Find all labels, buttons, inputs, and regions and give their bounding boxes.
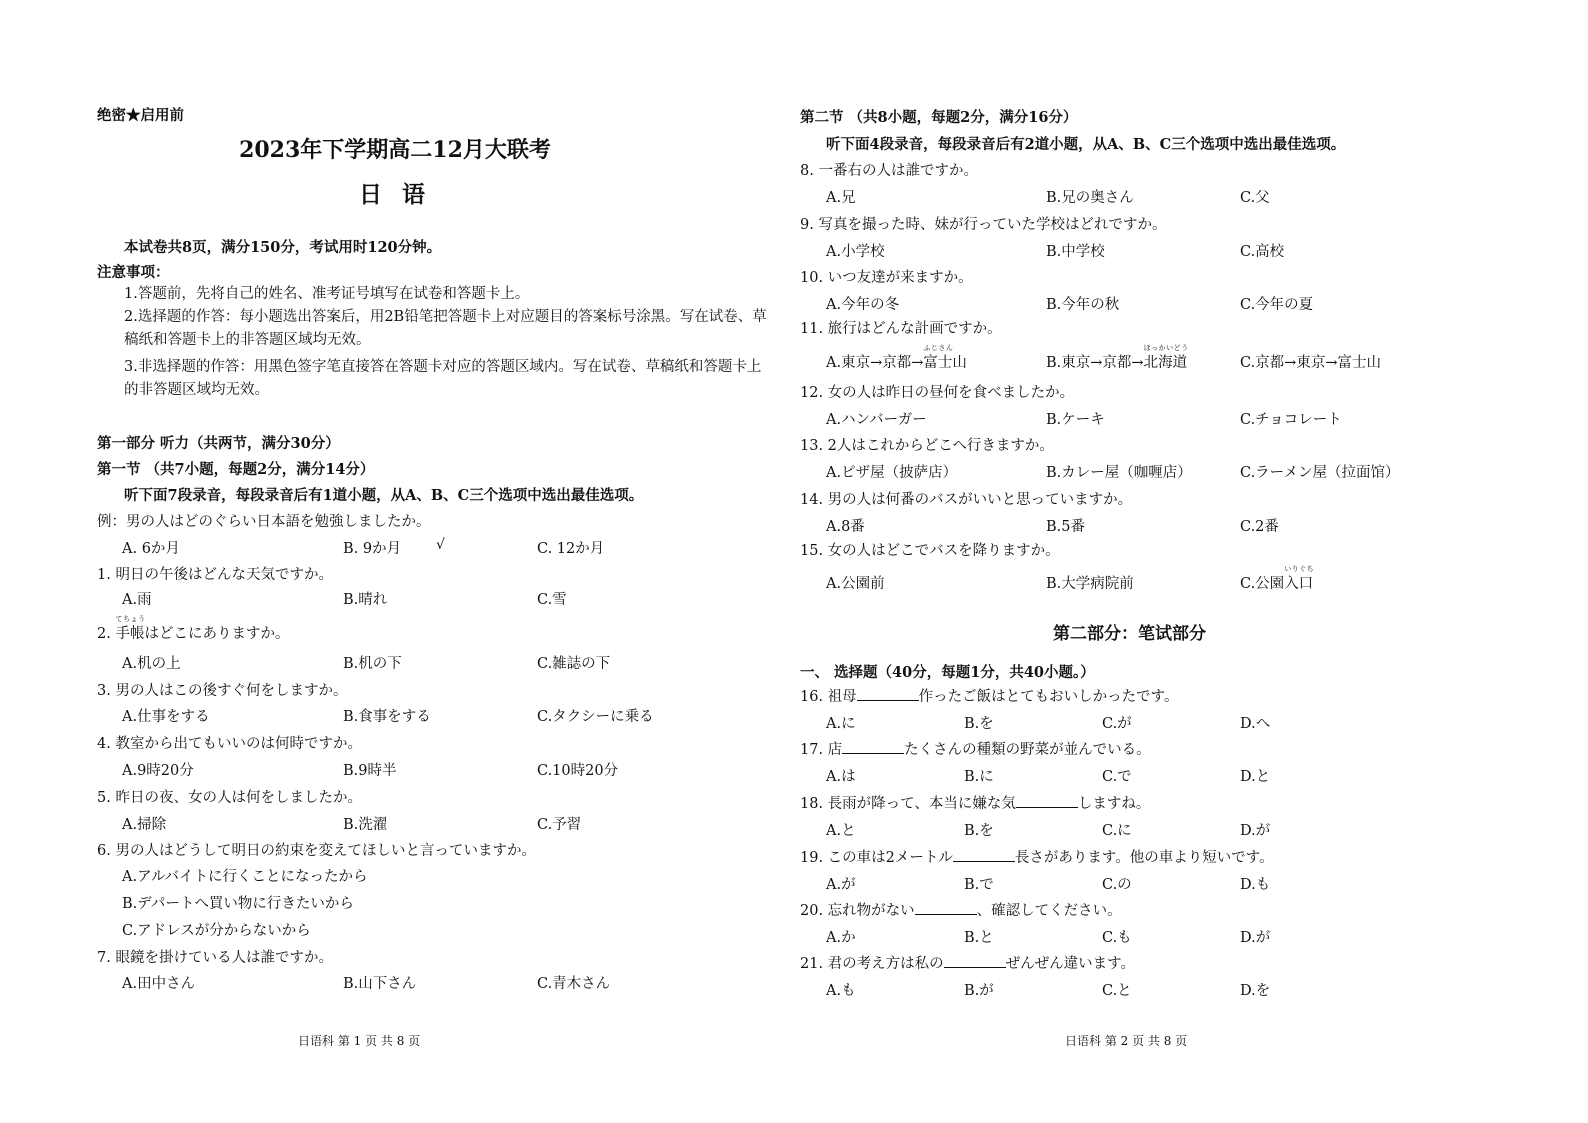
notice-2: 2.选择题的作答：每小题选出答案后，用2B铅笔把答题卡上对应题目的答案标号涂黑。写在试卷、草稿纸和答题卡上的非答题区域均无效。	[124, 309, 767, 348]
page-footer-2: 日语科 第 2 页 共 8 页	[1065, 1034, 1188, 1048]
q7-option-a: A.田中さん	[122, 976, 196, 992]
q2-option-c: C.雑誌の下	[537, 656, 611, 672]
q11-b-ruby: ほっかいどう	[1143, 344, 1189, 352]
section2-title: 第二节 （共8小题，每题2分，满分16分）	[800, 109, 1078, 126]
q21-pre: 21. 君の考え方は私の	[800, 956, 944, 972]
q19-option-a: A.が	[826, 877, 856, 893]
q12-option-c: C.チョコレート	[1240, 412, 1342, 428]
q1-option-b: B.晴れ	[343, 592, 388, 608]
q2-option-a: A.机の上	[122, 656, 181, 672]
q3-option-c: C.タクシーに乗る	[537, 709, 654, 725]
q10-option-b: B.今年の秋	[1046, 297, 1120, 313]
question-3: 3. 男の人はこの後すぐ何をしますか。	[97, 683, 348, 699]
q6-option-a: A.アルバイトに行くことになったから	[122, 869, 368, 885]
q19-post: 長さがあります。他の車より短いです。	[1014, 850, 1274, 866]
q1-option-c: C.雪	[537, 592, 567, 608]
q15-c-ruby: いりぐち	[1284, 565, 1315, 573]
confidential-mark: 绝密★启用前	[97, 107, 184, 124]
q17-blank	[842, 739, 904, 754]
q14-option-a: A.8番	[826, 519, 865, 535]
q18-option-d: D.が	[1240, 823, 1271, 839]
q16-option-d: D.へ	[1240, 716, 1271, 732]
q16-blank	[857, 686, 919, 701]
q19-option-c: C.の	[1102, 877, 1132, 893]
part2-title: 第二部分：笔试部分	[1053, 624, 1206, 644]
q9-option-a: A.小学校	[826, 244, 885, 260]
q21-option-d: D.を	[1240, 983, 1271, 999]
q11-a-ruby: ふじさん	[923, 344, 954, 352]
exam-title: 2023年下学期高二12月大联考	[239, 137, 551, 163]
question-9: 9. 写真を撮った時、妹が行っていた学校はどれですか。	[800, 217, 1167, 233]
q21-option-b: B.が	[964, 983, 994, 999]
q7-option-c: C.青木さん	[537, 976, 611, 992]
question-2	[97, 615, 290, 643]
q16-pre: 16. 祖母	[800, 689, 857, 705]
q16-option-a: A.に	[826, 716, 856, 732]
q19-blank	[953, 847, 1015, 862]
q11-a-ruby-word	[923, 344, 967, 372]
exam-subject: 日 语	[358, 181, 431, 208]
q4-option-c: C.10時20分	[537, 763, 619, 779]
section1-title: 第一节 （共7小题，每题2分，满分14分）	[97, 461, 375, 478]
example-option-b: B. 9か月	[343, 541, 402, 557]
part1-title: 第一部分 听力（共两节，满分30分）	[97, 435, 340, 452]
q2-ruby: てちょう	[115, 615, 146, 623]
q8-option-b: B.兄の奥さん	[1046, 190, 1134, 206]
q21-option-a: A.も	[826, 983, 856, 999]
q10-option-c: C.今年の夏	[1240, 297, 1314, 313]
q11-option-c: C.京都→東京→富士山	[1240, 355, 1381, 371]
question-4: 4. 教室から出てもいいのは何時ですか。	[97, 736, 362, 752]
q16-post: 作ったご飯はとてもおいしかったです。	[918, 689, 1179, 705]
q15-option-c	[1240, 565, 1315, 593]
q20-option-b: B.と	[964, 930, 994, 946]
q5-option-a: A.掃除	[122, 817, 167, 833]
question-19	[800, 846, 1274, 867]
question-11: 11. 旅行はどんな計画ですか。	[800, 321, 1002, 337]
q21-option-c: C.と	[1102, 983, 1132, 999]
q3-option-a: A.仕事をする	[122, 709, 210, 725]
q17-option-d: D.と	[1240, 769, 1271, 785]
question-12: 12. 女の人は昨日の昼何を食べましたか。	[800, 385, 1075, 401]
q13-option-b: B.カレー屋（咖喱店）	[1046, 465, 1192, 481]
q14-option-c: C.2番	[1240, 519, 1279, 535]
q15-option-b: B.大学病院前	[1046, 576, 1134, 592]
q11-b-prefix: B.東京→京都→	[1046, 355, 1144, 371]
question-10: 10. いつ友達が来ますか。	[800, 270, 973, 286]
question-14: 14. 男の人は何番のバスがいいと思っていますか。	[800, 492, 1133, 508]
q21-post: ぜんぜん違います。	[1005, 956, 1136, 972]
q20-post: 、確認してください。	[976, 903, 1122, 919]
q15-c-prefix: C.公園	[1240, 576, 1285, 592]
question-20	[800, 899, 1122, 920]
question-18	[800, 792, 1150, 813]
q11-a-prefix: A.東京→京都→	[826, 355, 924, 371]
q13-option-a: A.ピザ屋（披萨店）	[826, 465, 958, 481]
check-mark-icon: √	[436, 537, 445, 553]
q11-a-base: 富士山	[923, 355, 967, 371]
q4-option-b: B.9時半	[343, 763, 397, 779]
page-footer-1: 日语科 第 1 页 共 8 页	[298, 1034, 421, 1048]
q15-c-base: 入口	[1284, 576, 1314, 592]
q17-post: たくさんの種類の野菜が並んでいる。	[904, 742, 1151, 758]
q8-option-a: A.兄	[826, 190, 856, 206]
q11-option-b	[1046, 344, 1189, 372]
example-option-c: C. 12か月	[537, 541, 605, 557]
q18-option-a: A.と	[826, 823, 856, 839]
example-question: 例：男の人はどのぐらい日本語を勉強しましたか。	[97, 514, 431, 530]
question-5: 5. 昨日の夜、女の人は何をしましたか。	[97, 790, 362, 806]
q6-option-b: B.デパートへ買い物に行きたいから	[122, 896, 354, 912]
q11-b-ruby-word	[1143, 344, 1189, 372]
q10-option-a: A.今年の冬	[826, 297, 900, 313]
q11-option-a	[826, 344, 967, 372]
q12-option-a: A.ハンバーガー	[826, 412, 927, 428]
q2-rest: はどこにありますか。	[144, 626, 290, 642]
section2-instruction: 听下面4段录音，每段录音后有2道小题，从A、B、C三个选项中选出最佳选项。	[826, 136, 1346, 153]
q21-blank	[944, 953, 1006, 968]
q2-ruby-word	[115, 615, 146, 643]
part2-section-title: 一、 选择题（40分，每题1分，共40小题。）	[800, 664, 1095, 681]
q16-option-b: B.を	[964, 716, 994, 732]
q9-option-b: B.中学校	[1046, 244, 1105, 260]
q8-option-c: C.父	[1240, 190, 1270, 206]
q3-option-b: B.食事をする	[343, 709, 431, 725]
q16-option-c: C.が	[1102, 716, 1132, 732]
q20-option-d: D.が	[1240, 930, 1271, 946]
q5-option-c: C.予習	[537, 817, 582, 833]
q17-option-c: C.で	[1102, 769, 1132, 785]
q4-option-a: A.9時20分	[122, 763, 194, 779]
q11-b-base: 北海道	[1143, 355, 1188, 371]
q13-option-c: C.ラーメン屋（拉面馆）	[1240, 465, 1400, 481]
notice-heading: 注意事项：	[97, 264, 170, 281]
q20-option-a: A.か	[826, 930, 856, 946]
q18-option-b: B.を	[964, 823, 994, 839]
question-16	[800, 685, 1179, 706]
notice-1: 1.答题前，先将自己的姓名、准考证号填写在试卷和答题卡上。	[124, 286, 530, 302]
question-7: 7. 眼鏡を掛けている人は誰ですか。	[97, 950, 333, 966]
question-15: 15. 女の人はどこでバスを降りますか。	[800, 543, 1060, 559]
exam-intro: 本试卷共8页，满分150分，考试用时120分钟。	[124, 239, 442, 256]
q12-option-b: B.ケーキ	[1046, 412, 1105, 428]
question-21	[800, 952, 1135, 973]
q2-option-b: B.机の下	[343, 656, 402, 672]
section1-instruction: 听下面7段录音，每段录音后有1道小题，从A、B、C三个选项中选出最佳选项。	[124, 487, 644, 504]
q18-pre: 18. 長雨が降って、本当に嫌な気	[800, 796, 1016, 812]
q19-option-d: D.も	[1240, 877, 1271, 893]
q17-option-b: B.に	[964, 769, 994, 785]
q17-option-a: A.は	[826, 769, 856, 785]
question-1: 1. 明日の午後はどんな天気ですか。	[97, 567, 333, 583]
q9-option-c: C.高校	[1240, 244, 1285, 260]
q20-pre: 20. 忘れ物がない	[800, 903, 915, 919]
q19-pre: 19. この車は2メートル	[800, 850, 953, 866]
q6-option-c: C.アドレスが分からないから	[122, 923, 311, 939]
q14-option-b: B.5番	[1046, 519, 1085, 535]
example-option-a: A. 6か月	[122, 541, 180, 557]
q7-option-b: B.山下さん	[343, 976, 417, 992]
question-17	[800, 738, 1151, 759]
q18-option-c: C.に	[1102, 823, 1132, 839]
question-8: 8. 一番右の人は誰ですか。	[800, 163, 978, 179]
notice-3: 3.非选择题的作答：用黑色签字笔直接答在答题卡对应的答题区域内。写在试卷、草稿纸和答题卡上的非答题区域均无效。	[124, 359, 762, 398]
q18-post: しますね。	[1077, 796, 1151, 812]
q5-option-b: B.洗濯	[343, 817, 388, 833]
q17-pre: 17. 店	[800, 742, 843, 758]
q20-blank	[915, 900, 977, 915]
q15-option-a: A.公園前	[826, 576, 885, 592]
question-6: 6. 男の人はどうして明日の約束を変えてほしいと言っていますか。	[97, 843, 536, 859]
q2-number: 2.	[97, 626, 116, 642]
q2-ruby-base: 手帳	[115, 626, 145, 642]
question-13: 13. 2人はこれからどこへ行きますか。	[800, 438, 1054, 454]
q15-c-ruby-word	[1284, 565, 1315, 593]
q1-option-a: A.雨	[122, 592, 152, 608]
q18-blank	[1016, 793, 1078, 808]
q19-option-b: B.で	[964, 877, 994, 893]
q20-option-c: C.も	[1102, 930, 1132, 946]
